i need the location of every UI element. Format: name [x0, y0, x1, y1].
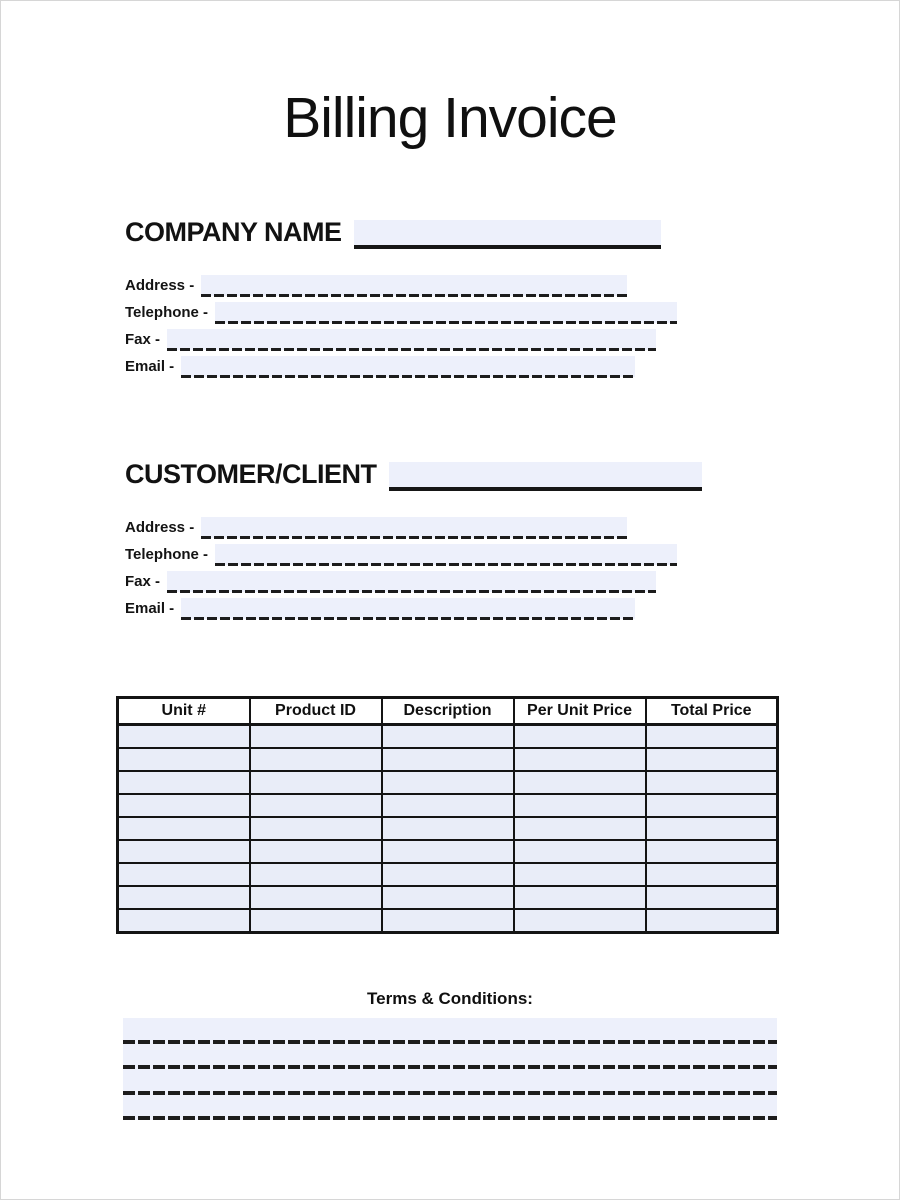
- table-row: [118, 817, 778, 840]
- header-row: [118, 698, 778, 725]
- table-cell[interactable]: [382, 771, 514, 794]
- table-row: [118, 840, 778, 863]
- table-cell[interactable]: [514, 909, 646, 933]
- table-cell[interactable]: [118, 817, 250, 840]
- table-cell[interactable]: [250, 863, 382, 886]
- table-row: [118, 794, 778, 817]
- table-cell[interactable]: [118, 840, 250, 863]
- table-cell[interactable]: [514, 748, 646, 771]
- table-cell[interactable]: [646, 817, 778, 840]
- table-row: [118, 909, 778, 933]
- terms-input-line[interactable]: [123, 1044, 777, 1070]
- company-fax-field: [125, 323, 775, 350]
- customer-address-label: Address -: [125, 519, 195, 536]
- table-cell[interactable]: [250, 748, 382, 771]
- company-address-label: Address -: [125, 277, 195, 294]
- table-cell[interactable]: [646, 863, 778, 886]
- company-email-label: Email -: [125, 358, 175, 375]
- table-cell[interactable]: [646, 748, 778, 771]
- table-cell[interactable]: [118, 886, 250, 909]
- table-cell[interactable]: [250, 817, 382, 840]
- table-cell[interactable]: [118, 909, 250, 933]
- table-cell[interactable]: [250, 840, 382, 863]
- table-cell[interactable]: [382, 748, 514, 771]
- table-cell[interactable]: [250, 909, 382, 933]
- table-cell[interactable]: [646, 794, 778, 817]
- table-row: [118, 886, 778, 909]
- table-row: [118, 725, 778, 749]
- terms-input-line[interactable]: [123, 1018, 777, 1044]
- table-cell[interactable]: [646, 725, 778, 749]
- table-cell[interactable]: [514, 794, 646, 817]
- table-cell[interactable]: [514, 725, 646, 749]
- table-cell[interactable]: [382, 886, 514, 909]
- table-cell[interactable]: [118, 794, 250, 817]
- customer-telephone-input-line[interactable]: [215, 544, 677, 565]
- customer-telephone-field: [125, 538, 775, 565]
- table-cell[interactable]: [646, 909, 778, 933]
- table-row: [118, 748, 778, 771]
- table-cell[interactable]: [514, 817, 646, 840]
- table-cell[interactable]: [118, 863, 250, 886]
- page-title: Billing Invoice: [283, 86, 617, 150]
- company-address-field: [125, 269, 775, 296]
- table-cell[interactable]: [382, 725, 514, 749]
- table-cell[interactable]: [382, 840, 514, 863]
- line-items-table: [116, 696, 779, 934]
- customer-fax-label: Fax -: [125, 573, 161, 590]
- table-cell[interactable]: [646, 771, 778, 794]
- company-email-field: [125, 350, 775, 377]
- customer-address-input-line[interactable]: [201, 517, 627, 538]
- company-fax-label: Fax -: [125, 331, 161, 348]
- table-cell[interactable]: [514, 886, 646, 909]
- customer-telephone-label: Telephone -: [125, 546, 209, 563]
- terms-section: [123, 989, 777, 1120]
- table-row: [118, 863, 778, 886]
- company-heading: COMPANY NAME: [125, 217, 342, 247]
- terms-heading: Terms & Conditions:: [367, 989, 533, 1008]
- customer-heading: CUSTOMER/CLIENT: [125, 459, 377, 489]
- table-cell[interactable]: [646, 840, 778, 863]
- company-telephone-label: Telephone -: [125, 304, 209, 321]
- table-cell[interactable]: [382, 863, 514, 886]
- table-cell[interactable]: [250, 771, 382, 794]
- customer-email-label: Email -: [125, 600, 175, 617]
- customer-heading-row: [125, 461, 775, 491]
- customer-fax-input-line[interactable]: [167, 571, 656, 592]
- customer-section: [125, 461, 775, 619]
- customer-fax-field: [125, 565, 775, 592]
- customer-name-input-line[interactable]: [389, 462, 702, 491]
- table-cell[interactable]: [382, 909, 514, 933]
- table-cell[interactable]: [646, 886, 778, 909]
- table-cell[interactable]: [250, 794, 382, 817]
- terms-input-line[interactable]: [123, 1069, 777, 1095]
- column-header: Product ID: [250, 698, 382, 725]
- customer-email-input-line[interactable]: [181, 598, 635, 619]
- column-header: Total Price: [646, 698, 778, 725]
- company-address-input-line[interactable]: [201, 275, 627, 296]
- customer-fields: [125, 511, 775, 619]
- line-items-body: [118, 725, 778, 933]
- customer-address-field: [125, 511, 775, 538]
- table-cell[interactable]: [514, 771, 646, 794]
- line-items-header: [118, 698, 778, 725]
- company-fields: [125, 269, 775, 377]
- table-cell[interactable]: [250, 886, 382, 909]
- table-cell[interactable]: [118, 748, 250, 771]
- table-cell[interactable]: [118, 725, 250, 749]
- table-cell[interactable]: [250, 725, 382, 749]
- column-header: Per Unit Price: [514, 698, 646, 725]
- terms-lines: [123, 1018, 777, 1120]
- company-email-input-line[interactable]: [181, 356, 635, 377]
- table-cell[interactable]: [118, 771, 250, 794]
- table-cell[interactable]: [514, 840, 646, 863]
- company-telephone-input-line[interactable]: [215, 302, 677, 323]
- company-fax-input-line[interactable]: [167, 329, 656, 350]
- terms-input-line[interactable]: [123, 1095, 777, 1121]
- customer-email-field: [125, 592, 775, 619]
- table-cell[interactable]: [382, 794, 514, 817]
- column-header: Unit #: [118, 698, 250, 725]
- company-telephone-field: [125, 296, 775, 323]
- company-heading-row: [125, 219, 775, 249]
- table-cell[interactable]: [382, 817, 514, 840]
- column-header: Description: [382, 698, 514, 725]
- company-name-input-line[interactable]: [354, 220, 661, 249]
- table-cell[interactable]: [514, 863, 646, 886]
- company-section: [125, 219, 775, 377]
- table-row: [118, 771, 778, 794]
